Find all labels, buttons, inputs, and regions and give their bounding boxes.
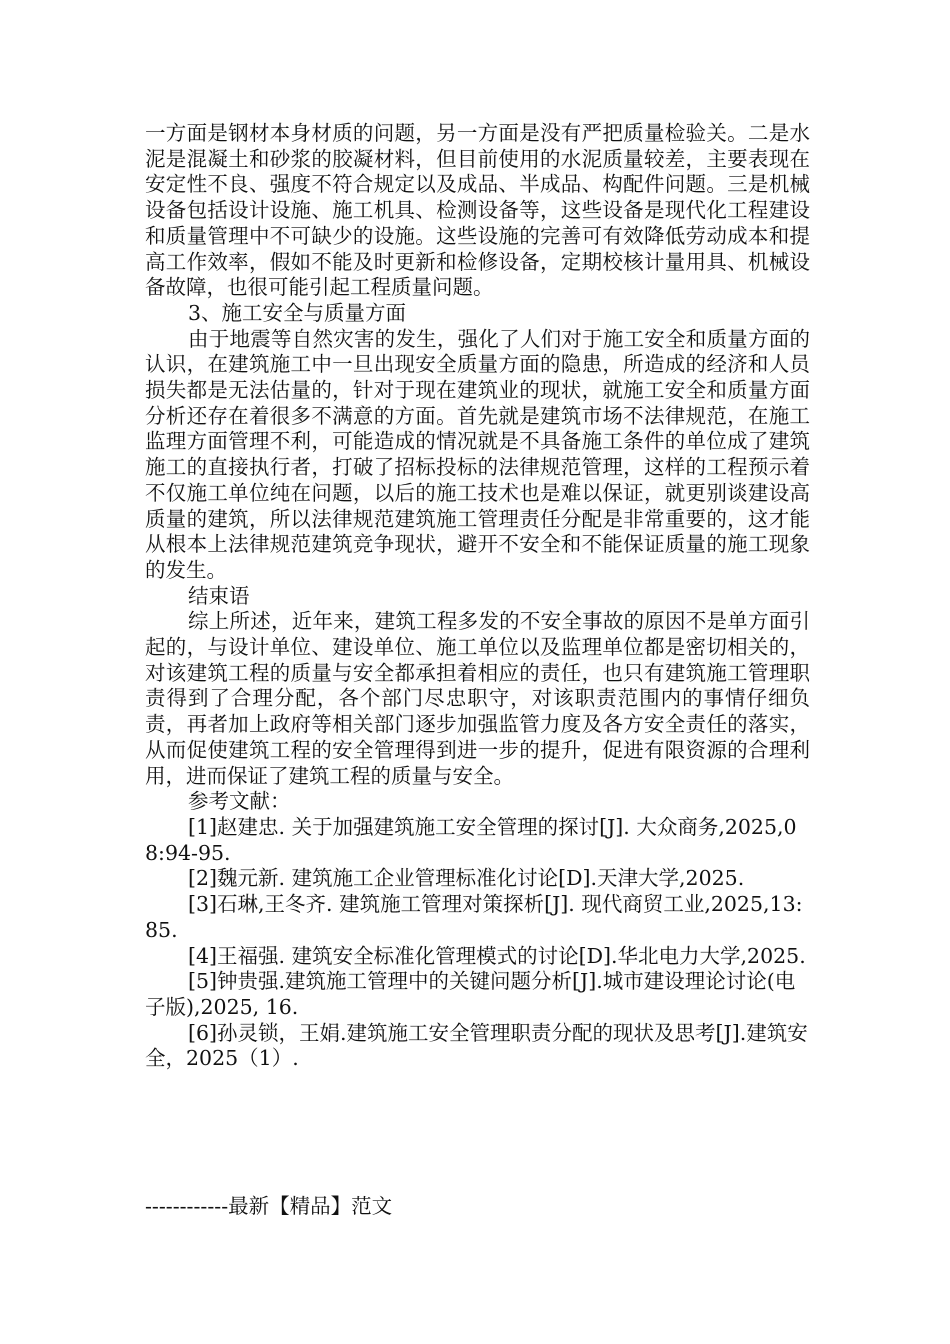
reference-item: [3]石琳,王冬齐. 建筑施工管理对策探析[J]. 现代商贸工业,2025,13:85.: [145, 892, 803, 942]
reference-list: [145, 815, 810, 1072]
reference-item: [5]钟贵强.建筑施工管理中的关键问题分析[J].城市建设理论讨论(电子版),2025, 16.: [145, 969, 796, 1019]
reference-item: [2]魏元新. 建筑施工企业管理标准化讨论[D].天津大学,2025.: [188, 866, 745, 891]
reference-item: [4]王福强. 建筑安全标准化管理模式的讨论[D].华北电力大学,2025.: [188, 943, 806, 968]
section-heading-safety-quality: 3、施工安全与质量方面: [188, 300, 407, 325]
reference-item: [1]赵建忠. 关于加强建筑施工安全管理的探讨[J]. 大众商务,2025,08:94-95.: [145, 814, 797, 865]
references-heading: 参考文献：: [188, 789, 291, 814]
document-body: [145, 121, 810, 1072]
reference-item: [6]孙灵锁，王娟.建筑施工安全管理职责分配的现状及思考[J].建筑安全，2025（1）.: [145, 1020, 808, 1071]
body-paragraph-materials: 一方面是钢材本身材质的问题，另一方面是没有严把质量检验关。二是水泥是混凝土和砂浆的胶凝材料，但目前使用的水泥质量较差，主要表现在安定性不良、强度不符合规定以及成品、半成品、构配件问题。三是机械设备包括设计设施、施工机具、检测设备等，这些设备是现代化工程建设和质量管理中不可缺少的设施。这些设施的完善可有效降低劳动成本和提高工作效率，假如不能及时更新和检修设备，定期校核计量用具、机械设备故障，也很可能引起工程质量问题。: [145, 121, 810, 300]
page-footer: ------------最新【精品】范文: [145, 1194, 393, 1218]
body-paragraph-conclusion: 综上所述，近年来，建筑工程多发的不安全事故的原因不是单方面引起的，与设计单位、建设单位、施工单位以及监理单位都是密切相关的，对该建筑工程的质量与安全都承担着相应的责任，也只有建筑施工管理职责得到了合理分配，各个部门尽忠职守，对该职责范围内的事情仔细负责，再者加上政府等相关部门逐步加强监管力度及各方安全责任的落实，从而促使建筑工程的安全管理得到进一步的提升，促进有限资源的合理利用，进而保证了建筑工程的质量与安全。: [145, 609, 810, 788]
body-paragraph-safety: 由于地震等自然灾害的发生，强化了人们对于施工安全和质量方面的认识，在建筑施工中一旦出现安全质量方面的隐患，所造成的经济和人员损失都是无法估量的，针对于现在建筑业的现状，就施工安全和质量方面分析还存在着很多不满意的方面。首先就是建筑市场不法律规范，在施工监理方面管理不利，可能造成的情况就是不具备施工条件的单位成了建筑施工的直接执行者，打破了招标投标的法律规范管理，这样的工程预示着不仅施工单位纯在问题，以后的施工技术也是难以保证，就更别谈建设高质量的建筑，所以法律规范建筑施工管理责任分配是非常重要的，这才能从根本上法律规范建筑竞争现状，避开不安全和不能保证质量的施工现象的发生。: [145, 326, 810, 582]
conclusion-heading: 结束语: [188, 583, 250, 608]
